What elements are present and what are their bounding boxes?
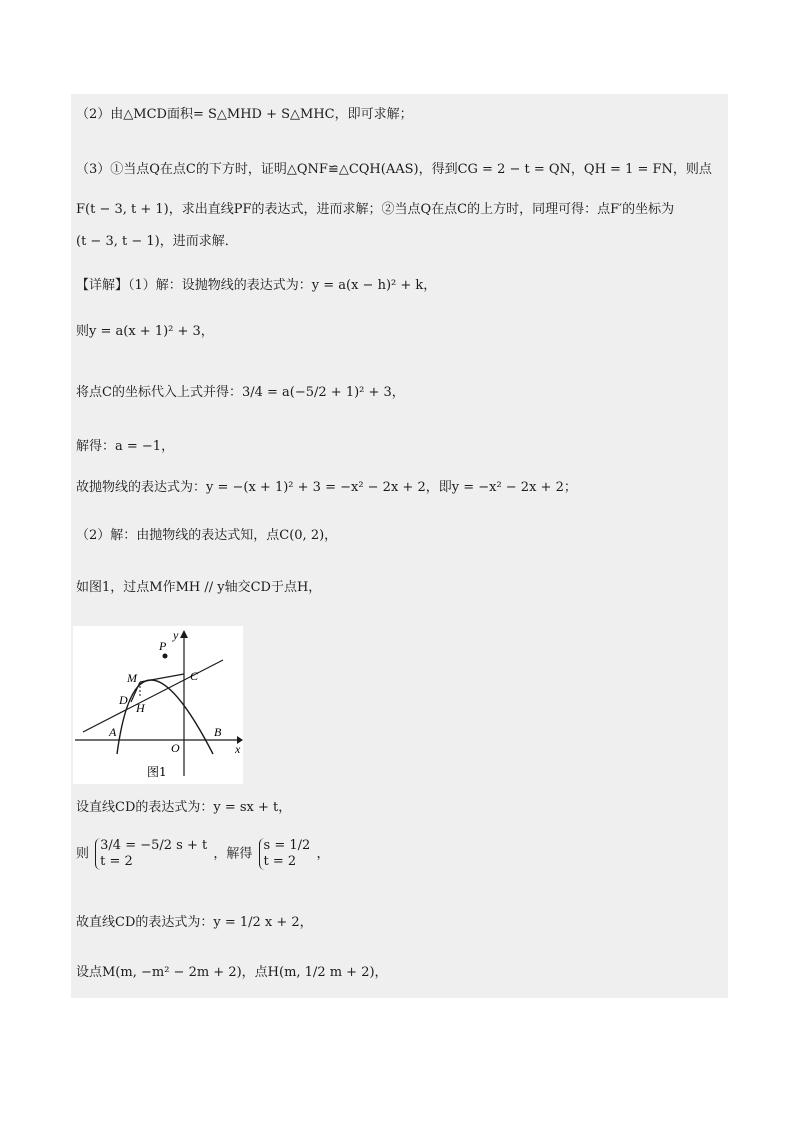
label-a: A [109,725,117,739]
text-line-figure-intro: 如图1，过点M作MH // y轴交CD于点H， [76,580,322,595]
system-eq-2: t = 2 [100,854,133,869]
solution-eq-2: t = 2 [263,854,297,869]
text-line-solve-a: 解得：a = −1， [76,439,175,454]
label-o: O [171,741,180,755]
text-line-points-mh: 设点M(m, −m² − 2m + 2)，点H(m, 1/2 m + 2)， [76,965,388,980]
system-suffix: ， [316,846,330,862]
y-axis-arrow [180,630,188,638]
system-eq-1: 3/4 = −5/2 s + t [100,838,208,853]
text-line-detail-1: 【详解】（1）解：设抛物线的表达式为：y = a(x − h)² + k， [76,278,437,293]
text-line-method-3: （3）①当点Q在点C的下方时，证明△QNF≌△CQH(AAS)，得到CG = 2 − t = QN，QH = 1 = FN，则点 [76,162,712,177]
figure-caption: 图1 [147,765,167,779]
text-line-vertex-form: 则y = a(x + 1)² + 3， [76,324,214,339]
text-line-substitute: 将点C的坐标代入上式并得：3/4 = a(−5/2 + 1)² + 3， [76,385,405,400]
segment-mc [140,674,184,682]
text-line-system [76,838,329,870]
text-line-parabola: 故抛物线的表达式为：y = −(x + 1)² + 3 = −x² − 2x + 2，即y = −x² − 2x + 2； [76,480,577,495]
equation-system [95,838,207,870]
label-m: M [127,671,137,685]
solution-system [259,838,311,870]
solution-eq-1: s = 1/2 [263,838,311,853]
text-line-method-3-end: (t − 3, t − 1)，进而求解． [76,234,238,249]
label-y: y [173,628,179,642]
text-line-cd-expression: 故直线CD的表达式为：y = 1/2 x + 2， [76,915,313,930]
system-prefix: 则 [76,846,90,862]
label-c: C [190,669,199,683]
parabola-diagram [73,626,243,784]
system-solve-label: ，解得 [213,846,253,862]
label-x: x [235,742,241,756]
text-line-method-2: （2）由△MCD面积= S△MHD + S△MHC，即可求解； [76,107,413,122]
line-cd [83,660,223,732]
text-line-part-2: （2）解：由抛物线的表达式知，点C(0, 2)， [76,528,338,543]
segment-md [131,682,140,702]
text-line-line-cd: 设直线CD的表达式为：y = sx + t， [76,800,292,815]
point-p [163,654,168,659]
label-b: B [214,725,222,739]
text-line-method-3-cont: F(t − 3, t + 1)，求出直线PF的表达式，进而求解；②当点Q在点C的上方时，同理可得：点F′的坐标为 [76,202,675,217]
parabola-curve [117,680,213,754]
label-d: D [119,693,128,707]
label-h: H [136,701,145,715]
figure-1 [73,626,243,784]
label-p: P [159,639,167,653]
